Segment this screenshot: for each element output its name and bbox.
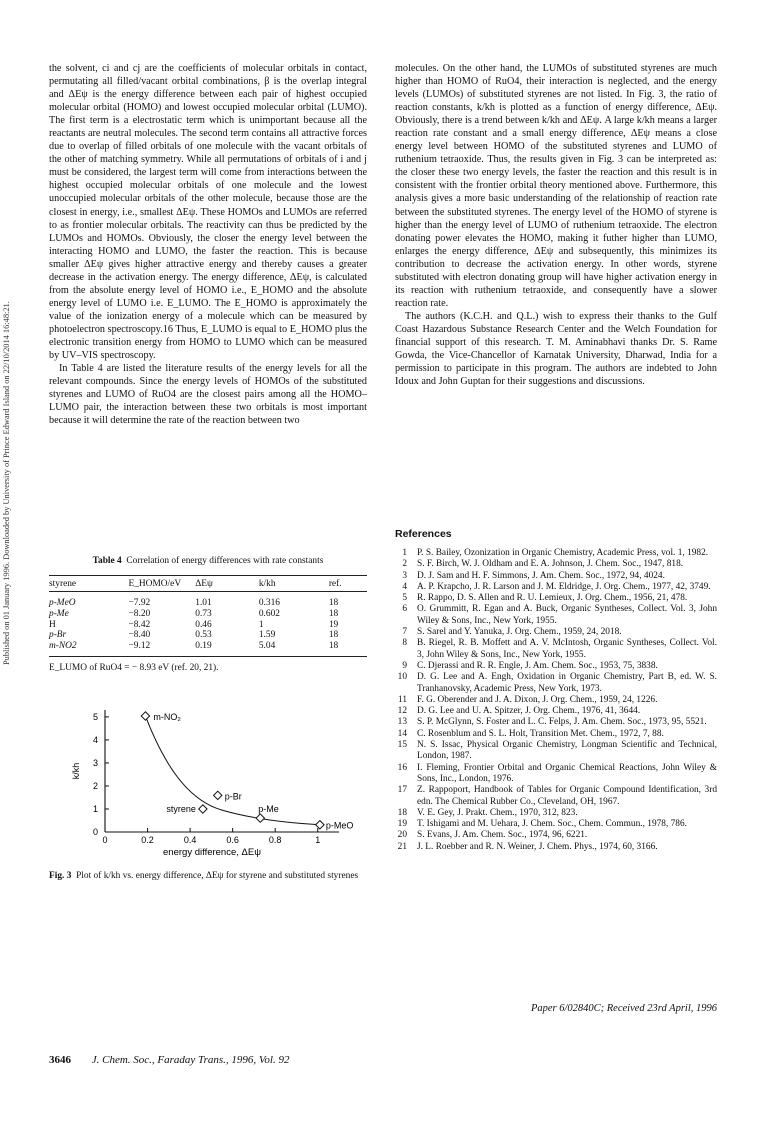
x-tick-label: 0.6 bbox=[226, 835, 239, 845]
table-cell: p-Me bbox=[49, 608, 69, 619]
reference-text: D. J. Sam and H. F. Simmons, J. Am. Chem. Soc., 1972, 94, 4024. bbox=[417, 570, 665, 581]
reference-number: 13 bbox=[397, 717, 407, 728]
reference-text: F. G. Oberender and J. A. Dixon, J. Org. Chem., 1959, 24, 1226. bbox=[417, 694, 658, 705]
table-cell: 0.46 bbox=[195, 619, 212, 630]
reference-text: C. Rosenblum and S. L. Holt, Transition Met. Chem., 1972, 7, 88. bbox=[417, 728, 664, 739]
data-point-marker bbox=[256, 814, 264, 822]
data-point-label: m-NO₂ bbox=[153, 711, 181, 722]
reference-item bbox=[395, 627, 717, 638]
x-tick-label: 1 bbox=[315, 835, 321, 845]
reference-number: 17 bbox=[397, 785, 407, 796]
table-cell: 5.04 bbox=[259, 641, 329, 656]
table-cell: 0.73 bbox=[195, 608, 212, 619]
table-cell: −8.20 bbox=[128, 608, 151, 619]
reference-text: P. S. Bailey, Ozonization in Organic Chemistry, Academic Press, vol. 1, 1982. bbox=[417, 548, 709, 558]
references-section bbox=[395, 528, 717, 853]
table-caption bbox=[49, 556, 367, 566]
table-cell: 0.316 bbox=[258, 598, 280, 608]
reference-text: D. G. Lee and A. Engh, Oxidation in Organic Chemistry, Part B, ed. W. S. Tranhanovsky, Academic Press, New York, 1973. bbox=[417, 672, 717, 694]
figure-caption bbox=[49, 870, 367, 882]
table-cell: −8.42 bbox=[128, 619, 151, 630]
reference-number: 11 bbox=[398, 694, 407, 705]
page-footer bbox=[49, 1054, 289, 1066]
x-axis-label: energy difference, ΔEψ bbox=[163, 847, 261, 858]
x-tick-label: 0.4 bbox=[183, 835, 197, 845]
figure-caption-text: Plot of k/kh vs. energy difference, ΔEψ for styrene and substituted styrenes bbox=[76, 871, 359, 881]
figure-3-chart bbox=[49, 702, 367, 862]
reference-item bbox=[395, 706, 717, 717]
reference-text: O. Grummitt, R. Egan and A. Buck, Organic Syntheses, Collect. Vol. 3, John Wiley & Sons, Inc., New York, 1955. bbox=[417, 604, 717, 626]
table-row bbox=[49, 609, 367, 620]
right-paragraph-1: molecules. On the other hand, the LUMOs of substituted styrenes are much higher than HOMO of RuO4, their interaction is neglected, and the energy levels (LUMOs) of substituted styrenes are not listed. In Fig. 3, the ratio of reaction constants, k/kh is plotted as a function of energy difference, ΔEψ. Obviously, there is a trend between k/kh and ΔEψ. A large k/kh means a larger reaction rate constant and a small energy difference, ΔEψ means a close energy level between HOMO of the substituted styrenes and LUMO of ruthenium tetraoxide. Thus, the results given in Fig. 3 can be interpreted as: the closer these two energy levels, the faster the reaction and this result is in consistent with the frontier orbital theory mentioned above. Furthermore, this analysis gives a more basic understanding of the relationship of reaction rate between the substituted styrenes. The energy level of the HOMO of styrene is higher than the energy level of LUMO of ruthenium tetraoxide. The electron donating power elevates the HOMO, making it futher higher than LUMO, enlarges the energy difference, ΔEψ and subsequently, this minimizes its contribution to decrease the activation energy. In other words, styrene substituted with electron donating group will have higher activation energy in its reaction with ruthenium tetraoxide, and consequently have a slower reaction rate. bbox=[395, 63, 717, 309]
reference-item bbox=[395, 740, 717, 763]
reference-number: 6 bbox=[402, 604, 407, 615]
reference-text: B. Riegel, R. B. Moffett and A. V. McIntosh, Organic Syntheses, Collect. Vol. 3, John Wiley & Sons, Inc., New York, 1955. bbox=[417, 638, 717, 660]
reference-item bbox=[395, 819, 717, 830]
reference-text: J. L. Roebber and R. N. Weiner, J. Chem. Phys., 1974, 60, 3166. bbox=[417, 841, 658, 852]
table-cell: 18 bbox=[328, 630, 339, 641]
reference-number: 5 bbox=[402, 593, 407, 604]
reference-item bbox=[395, 717, 717, 728]
right-column bbox=[395, 62, 717, 388]
download-watermark: Published on 01 January 1996. Downloaded by University of Prince Edward Island on 22/10/2014 16:48:21. bbox=[2, 301, 11, 665]
energy-table bbox=[49, 575, 367, 657]
data-point-label: p-Br bbox=[224, 791, 242, 802]
reference-number: 19 bbox=[397, 819, 407, 830]
table-cell: p-Br bbox=[49, 630, 67, 641]
reference-item bbox=[395, 842, 717, 853]
page-number: 3646 bbox=[49, 1054, 71, 1066]
table-row bbox=[49, 592, 367, 609]
y-tick-label: 4 bbox=[92, 734, 98, 745]
reference-item bbox=[395, 763, 717, 786]
reference-item bbox=[395, 559, 717, 570]
table-row bbox=[49, 620, 367, 631]
reference-text: S. F. Birch, W. J. Oldham and E. A. Johnson, J. Chem. Soc., 1947, 818. bbox=[417, 559, 684, 570]
reference-text: S. Sarel and Y. Yanuka, J. Org. Chem., 1959, 24, 2018. bbox=[417, 627, 622, 638]
table-cell: m-NO2 bbox=[49, 641, 129, 656]
data-point-label: p-MeO bbox=[325, 820, 354, 831]
left-column bbox=[49, 62, 367, 427]
reference-number: 2 bbox=[402, 559, 407, 570]
table-footnote: E_LUMO of RuO4 = − 8.93 eV (ref. 20, 21). bbox=[49, 662, 219, 673]
reference-number: 3 bbox=[402, 570, 407, 581]
reference-number: 7 bbox=[402, 627, 407, 638]
table-cell: 19 bbox=[328, 619, 339, 630]
table-cell: 0.53 bbox=[195, 630, 212, 641]
x-tick-label: 0.8 bbox=[268, 835, 282, 845]
table-caption-text: Correlation of energy differences with rate constants bbox=[126, 556, 324, 566]
references-heading: References bbox=[395, 528, 452, 540]
reference-item bbox=[395, 672, 717, 695]
y-tick-label: 5 bbox=[92, 711, 98, 722]
journal-citation: J. Chem. Soc., Faraday Trans., 1996, Vol. 92 bbox=[91, 1054, 290, 1066]
table-cell: −9.12 bbox=[129, 641, 196, 656]
table-cell: H bbox=[49, 619, 56, 630]
reference-item bbox=[395, 830, 717, 841]
reference-text: N. S. Issac, Physical Organic Chemistry, Longman Scientific and Technical, London, 1987. bbox=[417, 740, 717, 762]
table-cell: 1.01 bbox=[195, 598, 212, 608]
reference-item bbox=[395, 593, 717, 604]
left-paragraph-2: In Table 4 are listed the literature results of the energy levels for all the relevant compounds. Since the energy levels of HOMOs of the substituted styrenes and LUMO of RuO4 are the closest pairs among all the HOMO–LUMO pair, the interaction between these two orbitals is most important because it will determine the rate of the reaction between two bbox=[49, 363, 367, 427]
chart-svg bbox=[49, 702, 367, 862]
table-header: styrene bbox=[49, 576, 129, 592]
reference-item bbox=[395, 661, 717, 672]
figure-caption-label: Fig. 3 bbox=[49, 871, 72, 881]
table-cell: 18 bbox=[328, 608, 339, 619]
reference-item bbox=[395, 695, 717, 706]
reference-number: 9 bbox=[402, 660, 407, 671]
table-header-row bbox=[49, 576, 367, 592]
data-point-label: styrene bbox=[166, 803, 196, 814]
table-header: k/kh bbox=[259, 576, 329, 592]
reference-item bbox=[395, 582, 717, 593]
data-point-marker bbox=[199, 805, 207, 813]
table-cell: 18 bbox=[329, 641, 367, 656]
reference-text: C. Djerassi and R. R. Engle, J. Am. Chem. Soc., 1953, 75, 3838. bbox=[417, 660, 658, 671]
left-paragraph-1: the solvent, ci and cj are the coefficients of molecular orbitals in contact, permutating all filled/vacant orbital combinations, β is the overlap integral and ΔEψ is the energy difference between each pair of highest occupied molecular orbital (HOMO) and lowest occupied molecular orbital (LUMO). The first term is a electrostatic term which is unimportant because all the reactants are neutral molecules. The second term contains all attractive forces due to overlap of filled orbitals of one molecule with the vacant orbitals of the other of matching symmetry. While all permutations of orbitals of i and j must be considered, the largest term will come from interactions between the highest occupied molecular orbitals of one molecule and the lowest unoccupied molecular orbitals of the other molecule, because those are the closest in energy, i.e., smallest ΔEψ. These HOMOs and LUMOs are referred to as frontier molecular orbitals. The reactivity can thus be predicted by the LUMOs and HOMOs. Obviously, the closer the energy level between the interacting HOMO and LUMO, the faster the reaction. This is because smaller ΔEψ gives higher attractive energy and thereby causes a greater decrease in the activation energy. The energy difference, ΔEψ, is calculated from the absolute energy level of HOMO i.e., E_HOMO and the absolute energy level of LUMO i.e. E_LUMO. The E_HOMO is approximately the value of the ionization energy of a molecule which can be measured by photoelectron spectroscopy.16 Thus, E_LUMO is equal to E_HOMO plus the electronic transition energy from HOMO to LUMO which can be measured by UV–VIS spectroscopy. bbox=[49, 63, 367, 362]
table-4 bbox=[49, 556, 367, 673]
table-cell: −8.40 bbox=[128, 630, 151, 641]
y-axis-label: k/kh bbox=[71, 762, 81, 780]
table-header: ΔEψ bbox=[195, 576, 259, 592]
reference-text: Z. Rappoport, Handbook of Tables for Organic Compound Identification, 3rd edn. The Chemical Rubber Co., Cleveland, OH, 1967. bbox=[417, 785, 717, 807]
reference-item bbox=[395, 604, 717, 627]
received-line: Paper 6/02840C; Received 23rd April, 1996 bbox=[530, 1003, 717, 1014]
y-tick-label: 1 bbox=[92, 803, 98, 814]
reference-text: S. Evans, J. Am. Chem. Soc., 1974, 96, 6221. bbox=[417, 830, 588, 841]
table-cell: p-MeO bbox=[49, 598, 76, 608]
reference-number: 18 bbox=[397, 807, 407, 818]
table-cell: 0.19 bbox=[195, 641, 259, 656]
table-row bbox=[49, 641, 367, 656]
reference-text: T. Ishigami and M. Uehara, J. Chem. Soc., Chem. Commun., 1978, 786. bbox=[417, 819, 687, 830]
reference-number: 4 bbox=[402, 581, 407, 592]
reference-text: S. P. McGlynn, S. Foster and L. C. Felps, J. Am. Chem. Soc., 1973, 95, 5521. bbox=[417, 717, 707, 728]
x-tick-label: 0 bbox=[102, 835, 108, 845]
reference-text: I. Fleming, Frontier Orbital and Organic Chemical Reactions, John Wiley & Sons, Inc., London, 1976. bbox=[417, 762, 717, 784]
reference-item bbox=[395, 808, 717, 819]
table-row bbox=[49, 630, 367, 641]
data-point-marker bbox=[141, 712, 149, 720]
reference-number: 14 bbox=[397, 728, 407, 739]
reference-number: 1 bbox=[402, 548, 407, 558]
reference-item bbox=[395, 729, 717, 740]
table-header: E_HOMO/eV bbox=[129, 576, 196, 592]
reference-text: A. P. Krapcho, J. R. Larson and J. M. Eldridge, J. Org. Chem., 1977, 42, 3749. bbox=[417, 581, 711, 592]
reference-number: 20 bbox=[397, 830, 407, 841]
table-cell: 1.59 bbox=[258, 630, 276, 641]
reference-number: 8 bbox=[402, 638, 407, 649]
reference-number: 10 bbox=[397, 672, 407, 683]
y-tick-label: 0 bbox=[92, 827, 98, 837]
reference-text: D. G. Lee and U. A. Spitzer, J. Org. Chem., 1976, 41, 3644. bbox=[417, 706, 641, 717]
table-header: ref. bbox=[329, 576, 367, 592]
y-tick-label: 2 bbox=[92, 780, 98, 791]
table-cell: 1 bbox=[258, 619, 264, 630]
table-caption-label: Table 4 bbox=[92, 556, 122, 566]
reference-item bbox=[395, 638, 717, 661]
x-tick-label: 0.2 bbox=[141, 835, 154, 845]
reference-number: 16 bbox=[397, 762, 407, 773]
reference-text: V. E. Gey, J. Prakt. Chem., 1970, 312, 823. bbox=[417, 807, 578, 818]
reference-number: 15 bbox=[397, 740, 407, 751]
reference-list bbox=[395, 548, 717, 853]
reference-item bbox=[395, 548, 717, 559]
table-cell: −7.92 bbox=[128, 598, 151, 608]
reference-number: 21 bbox=[397, 841, 407, 852]
data-point-label: p-Me bbox=[258, 804, 279, 815]
data-point-marker bbox=[214, 791, 222, 799]
table-cell: 0.602 bbox=[258, 608, 280, 619]
reference-number: 12 bbox=[397, 706, 407, 717]
acknowledgement-paragraph: The authors (K.C.H. and Q.L.) wish to express their thanks to the Gulf Coast Hazardous Substance Research Center and the Welch Foundation for financial support of this research. T. M. Aminabhavi thanks Dr. S. Rame Gowda, the Vice-Chancellor of Karnatak University, Dharwad, India for a permission to participate in this program. The authors are indebted to John Idoux and John Guptan for their suggestions and discussions. bbox=[395, 310, 717, 388]
table-cell: 18 bbox=[328, 598, 339, 608]
reference-item bbox=[395, 571, 717, 582]
data-point-marker bbox=[316, 821, 324, 829]
y-tick-label: 3 bbox=[92, 757, 98, 768]
reference-item bbox=[395, 785, 717, 808]
reference-text: R. Rappo, D. S. Allen and R. U. Lemieux, J. Org. Chem., 1956, 21, 478. bbox=[417, 593, 688, 604]
